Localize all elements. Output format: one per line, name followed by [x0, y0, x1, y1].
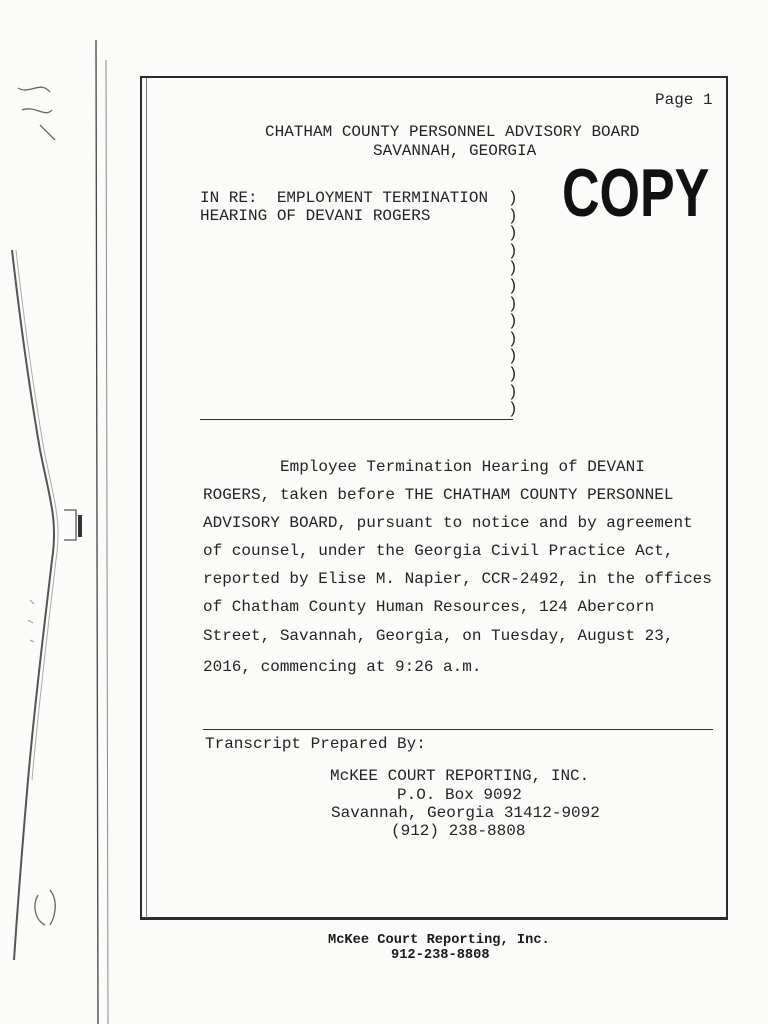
body-line: Employee Termination Hearing of DEVANI [280, 458, 645, 476]
caption-bracket: ) [508, 294, 518, 313]
section-divider [203, 729, 713, 730]
caption-underline [200, 419, 513, 420]
caption-bracket: ) [508, 259, 518, 278]
body-line: of counsel, under the Georgia Civil Practice Act, [203, 542, 674, 560]
body-line: Street, Savannah, Georgia, on Tuesday, August 23, [203, 627, 674, 645]
reporter-phone: (912) 238-8808 [391, 822, 526, 840]
body-line: of Chatham County Human Resources, 124 Abercorn [203, 598, 655, 616]
document-border-inner-line [146, 78, 147, 918]
footer-company: McKee Court Reporting, Inc. [328, 933, 550, 948]
caption-bracket: ) [508, 329, 518, 348]
caption-bracket: ) [508, 206, 518, 225]
caption-bracket: ) [508, 365, 518, 383]
reporter-address: P.O. Box 9092 [397, 786, 522, 804]
body-line: ROGERS, taken before THE CHATHAM COUNTY PERSONNEL [203, 486, 674, 504]
copy-stamp: COPY [562, 156, 710, 232]
prepared-by-label: Transcript Prepared By: [205, 735, 426, 753]
footer-phone: 912-238-8808 [391, 948, 490, 963]
body-line: reported by Elise M. Napier, CCR-2492, in the offices [203, 570, 712, 588]
caption-bracket: ) [508, 312, 518, 331]
reporter-company: McKEE COURT REPORTING, INC. [330, 767, 590, 785]
caption-bracket: ) [508, 241, 518, 260]
page-number: Page 1 [655, 91, 713, 109]
caption-bracket: ) [508, 277, 518, 295]
caption-line: IN RE: EMPLOYMENT TERMINATION [200, 189, 489, 207]
caption-bracket: ) [508, 382, 518, 401]
board-title: CHATHAM COUNTY PERSONNEL ADVISORY BOARD [265, 123, 640, 141]
reporter-city: Savannah, Georgia 31412-9092 [331, 804, 600, 822]
caption-bracket: ) [508, 189, 518, 207]
caption-bracket: ) [508, 400, 518, 419]
caption-bracket: ) [508, 224, 518, 243]
body-line: ADVISORY BOARD, pursuant to notice and by agreement [203, 514, 693, 532]
caption-line: HEARING OF DEVANI ROGERS [200, 207, 431, 225]
board-location: SAVANNAH, GEORGIA [373, 142, 537, 160]
caption-bracket: ) [508, 347, 518, 366]
body-line: 2016, commencing at 9:26 a.m. [203, 658, 482, 676]
